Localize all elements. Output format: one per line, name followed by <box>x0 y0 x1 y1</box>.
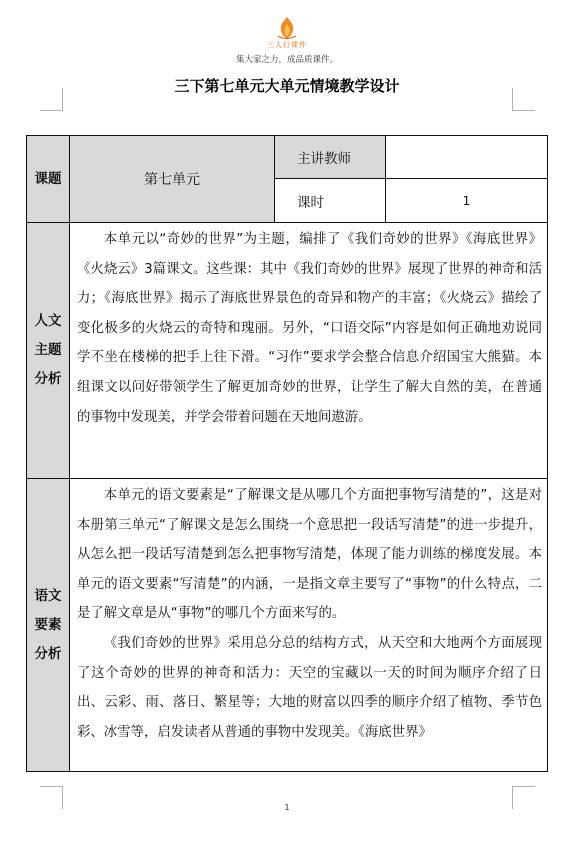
logo-flame-icon <box>276 16 298 40</box>
section-label-line: 要素 <box>34 616 62 633</box>
section-body-language-elements <box>70 479 548 772</box>
hours-label: 课时 <box>275 179 386 223</box>
slogan: 集大家之力，成品质课件。 <box>235 55 338 65</box>
page-number: 1 <box>284 803 290 812</box>
logo <box>258 16 316 50</box>
section-label-line: 人文 <box>34 313 62 329</box>
section-label-line: 分析 <box>34 371 62 387</box>
teacher-value <box>386 136 548 179</box>
paragraph: 《我们奇妙的世界》采用总分总的结构方式，从天空和大地两个方面展现了这个奇妙的世界的神奇和活力：天空的宝藏以一天的时间为顺序介绍了日出、云彩、雨、落日、繁星等；大地的财富以四季的顺序介绍了植物、季节色彩、冰雪等，启发读者从普通的事物中发现美。《海底世界》 <box>77 635 542 740</box>
section-label-line: 主题 <box>34 342 62 358</box>
logo-text: 三人行课件 <box>267 41 307 49</box>
topic-label: 课题 <box>27 136 70 223</box>
paragraph: 本单元以“奇妙的世界”为主题，编排了《我们奇妙的世界》《海底世界》《火烧云》3篇课文。这些课：其中《我们奇妙的世界》展现了世界的神奇和活力；《海底世界》揭示了海底世界景色的奇异和物产的丰富；《火烧云》描绘了变化极多的火烧云的奇特和瑰丽。另外，“口语交际”内容是如何正确地劝说同学不坐在楼梯的把手上往下滑。“习作”要求学会整合信息介绍国宝大熊猫。本组课文以问好带领学生了解更加奇妙的世界，让学生了解大自然的美，在普通的事物中发现美，并学会带着问题在天地间遨游。 <box>77 232 542 425</box>
document-title: 三下第七单元大单元情境教学设计 <box>174 77 400 95</box>
paragraph: 本单元的语文要素是“了解课文是从哪几个方面把事物写清楚的”，这是对本册第三单元“了解课文是怎么围绕一个意思把一段话写清楚”的进一步提升，从怎么把一段话写清楚到怎么把事物写清楚，体现了能力训练的梯度发展。本单元的语文要素“写清楚”的内涵，一是指文章主要写了“事物”的什么特点，二是了解文章是从“事物”的哪几个方面来写的。 <box>77 488 542 622</box>
section-label-line: 语文 <box>34 587 62 604</box>
hours-value: 1 <box>386 179 548 223</box>
unit-name: 第七单元 <box>70 136 275 223</box>
lesson-plan-table <box>26 135 548 772</box>
teacher-label: 主讲教师 <box>275 136 386 179</box>
section-label-language-elements <box>27 479 70 772</box>
section-label-line: 分析 <box>34 645 62 662</box>
section-label-humanities <box>27 223 70 479</box>
section-body-humanities <box>70 223 548 479</box>
